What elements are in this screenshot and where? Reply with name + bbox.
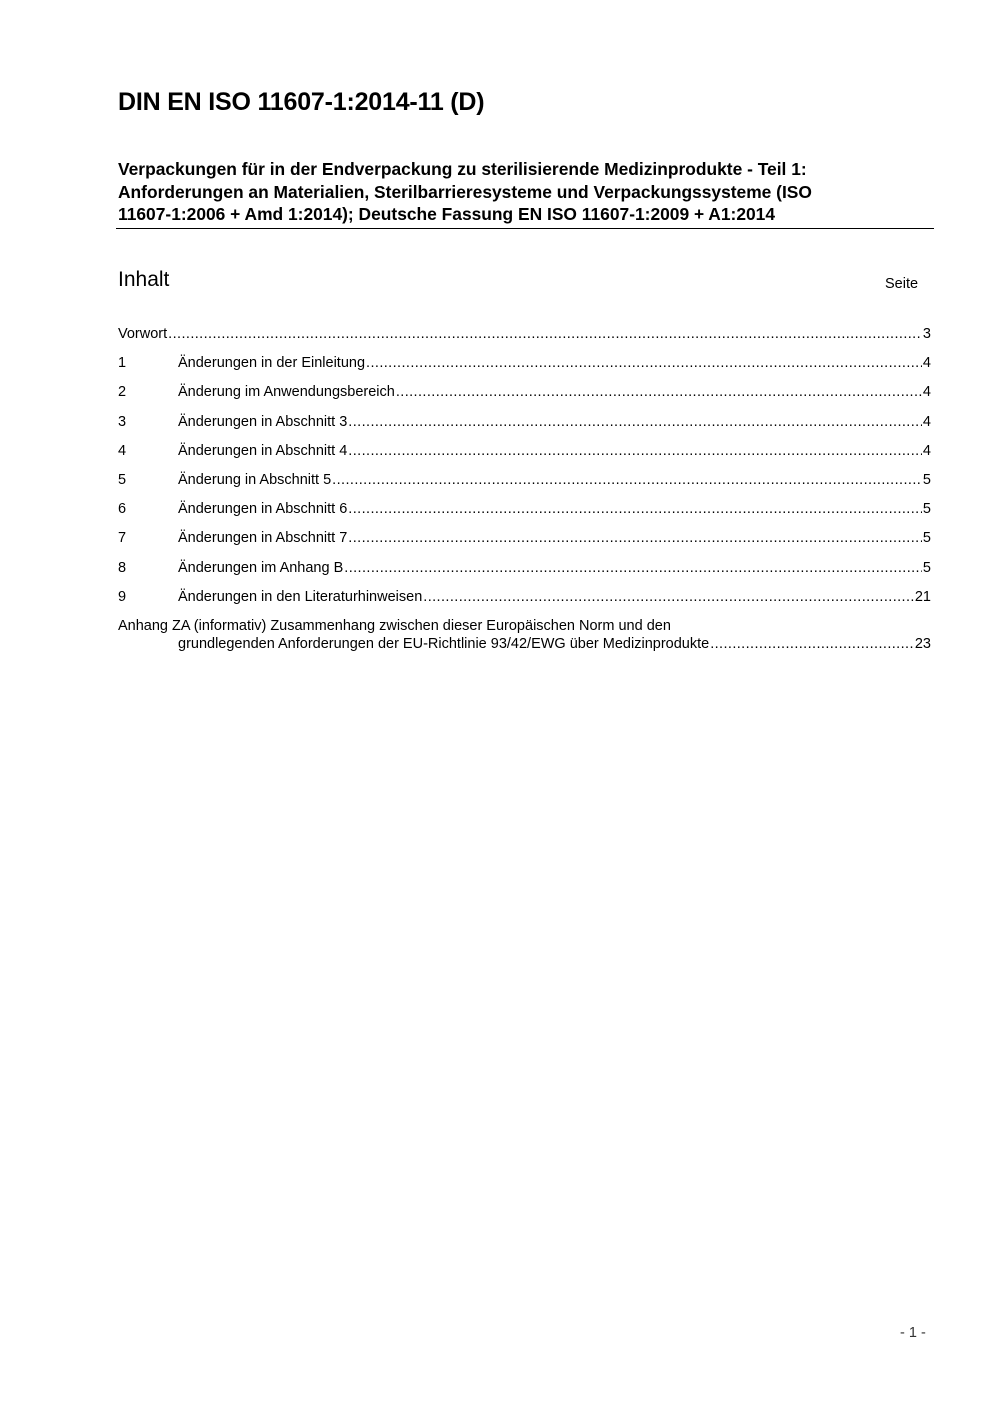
toc-entry-title: Änderungen in Abschnitt 7 [178,530,348,547]
toc-entry-number: 1 [118,355,127,372]
toc-dot-leader [396,383,922,401]
toc-entry-annex-za[interactable] [118,617,931,661]
toc-entry-title: Vorwort [118,326,168,342]
toc-entry-page: 4 [922,384,931,401]
toc-entry-number: 3 [118,413,127,430]
toc-entry-number: 8 [118,559,127,576]
toc-entry-vorwort[interactable] [118,325,931,354]
toc-entry-page: 23 [914,635,931,652]
toc-entry-page: 5 [922,501,931,518]
toc-entry-6[interactable] [118,500,931,529]
toc-entry-7[interactable] [118,529,931,558]
toc-entry-page: 5 [922,559,931,576]
toc-entry-4[interactable] [118,442,931,471]
toc-entry-number: 7 [118,530,127,547]
toc-entry-2[interactable] [118,383,931,412]
toc-entry-page: 4 [922,413,931,430]
toc-dot-leader [348,529,922,547]
table-of-contents [118,325,931,661]
toc-dot-leader [348,500,922,518]
toc-entry-page: 5 [922,471,931,488]
toc-entry-page: 3 [922,326,931,342]
subtitle-line: Anforderungen an Materialien, Sterilbarrieresysteme und Verpackungssysteme (ISO [118,181,812,202]
title-divider [116,228,934,229]
toc-dot-leader [710,635,914,653]
toc-dot-leader [423,588,914,606]
toc-entry-page: 5 [922,530,931,547]
toc-entry-title: Änderung im Anwendungsbereich [178,384,395,401]
toc-entry-5[interactable] [118,471,931,500]
toc-entry-8[interactable] [118,559,931,588]
toc-dot-leader [168,325,922,343]
toc-page-label: Seite [885,276,919,292]
toc-dot-leader [366,354,922,372]
toc-entry-number: 4 [118,442,127,459]
toc-entry-page: 4 [922,442,931,459]
toc-dot-leader [332,471,922,489]
toc-entry-number: 2 [118,384,127,401]
toc-dot-leader [344,559,922,577]
toc-entry-title-line2: grundlegenden Anforderungen der EU-Richtlinie 93/42/EWG über Medizinprodukte [178,635,710,652]
toc-entry-number: 9 [118,588,127,605]
toc-dot-leader [348,413,922,431]
toc-entry-9[interactable] [118,588,931,617]
toc-entry-title: Änderungen in der Einleitung [178,355,366,372]
toc-dot-leader [348,442,922,460]
toc-entry-title-line1: Anhang ZA (informativ) Zusammenhang zwischen dieser Europäischen Norm und den [118,617,671,634]
toc-heading: Inhalt [118,268,170,291]
toc-entry-1[interactable] [118,354,931,383]
subtitle-line: 11607-1:2006 + Amd 1:2014); Deutsche Fassung EN ISO 11607-1:2009 + A1:2014 [118,204,776,224]
toc-entry-page: 21 [914,588,931,605]
toc-entry-title: Änderung in Abschnitt 5 [178,471,332,488]
toc-entry-number: 6 [118,501,127,518]
toc-entry-title: Änderungen in Abschnitt 4 [178,442,348,459]
document-subtitle [118,158,933,226]
toc-entry-title: Änderungen in Abschnitt 3 [178,413,348,430]
toc-entry-title: Änderungen in den Literaturhinweisen [178,588,423,605]
toc-entry-page: 4 [922,355,931,372]
toc-entry-number: 5 [118,471,127,488]
toc-entry-3[interactable] [118,413,931,442]
subtitle-line: Verpackungen für in der Endverpackung zu sterilisierende Medizinprodukte - Teil 1: [118,159,807,179]
page-number: - 1 - [900,1325,926,1341]
toc-entry-title: Änderungen im Anhang B [178,559,344,576]
document-id: DIN EN ISO 11607-1:2014-11 (D) [118,88,485,116]
toc-entry-title: Änderungen in Abschnitt 6 [178,501,348,518]
